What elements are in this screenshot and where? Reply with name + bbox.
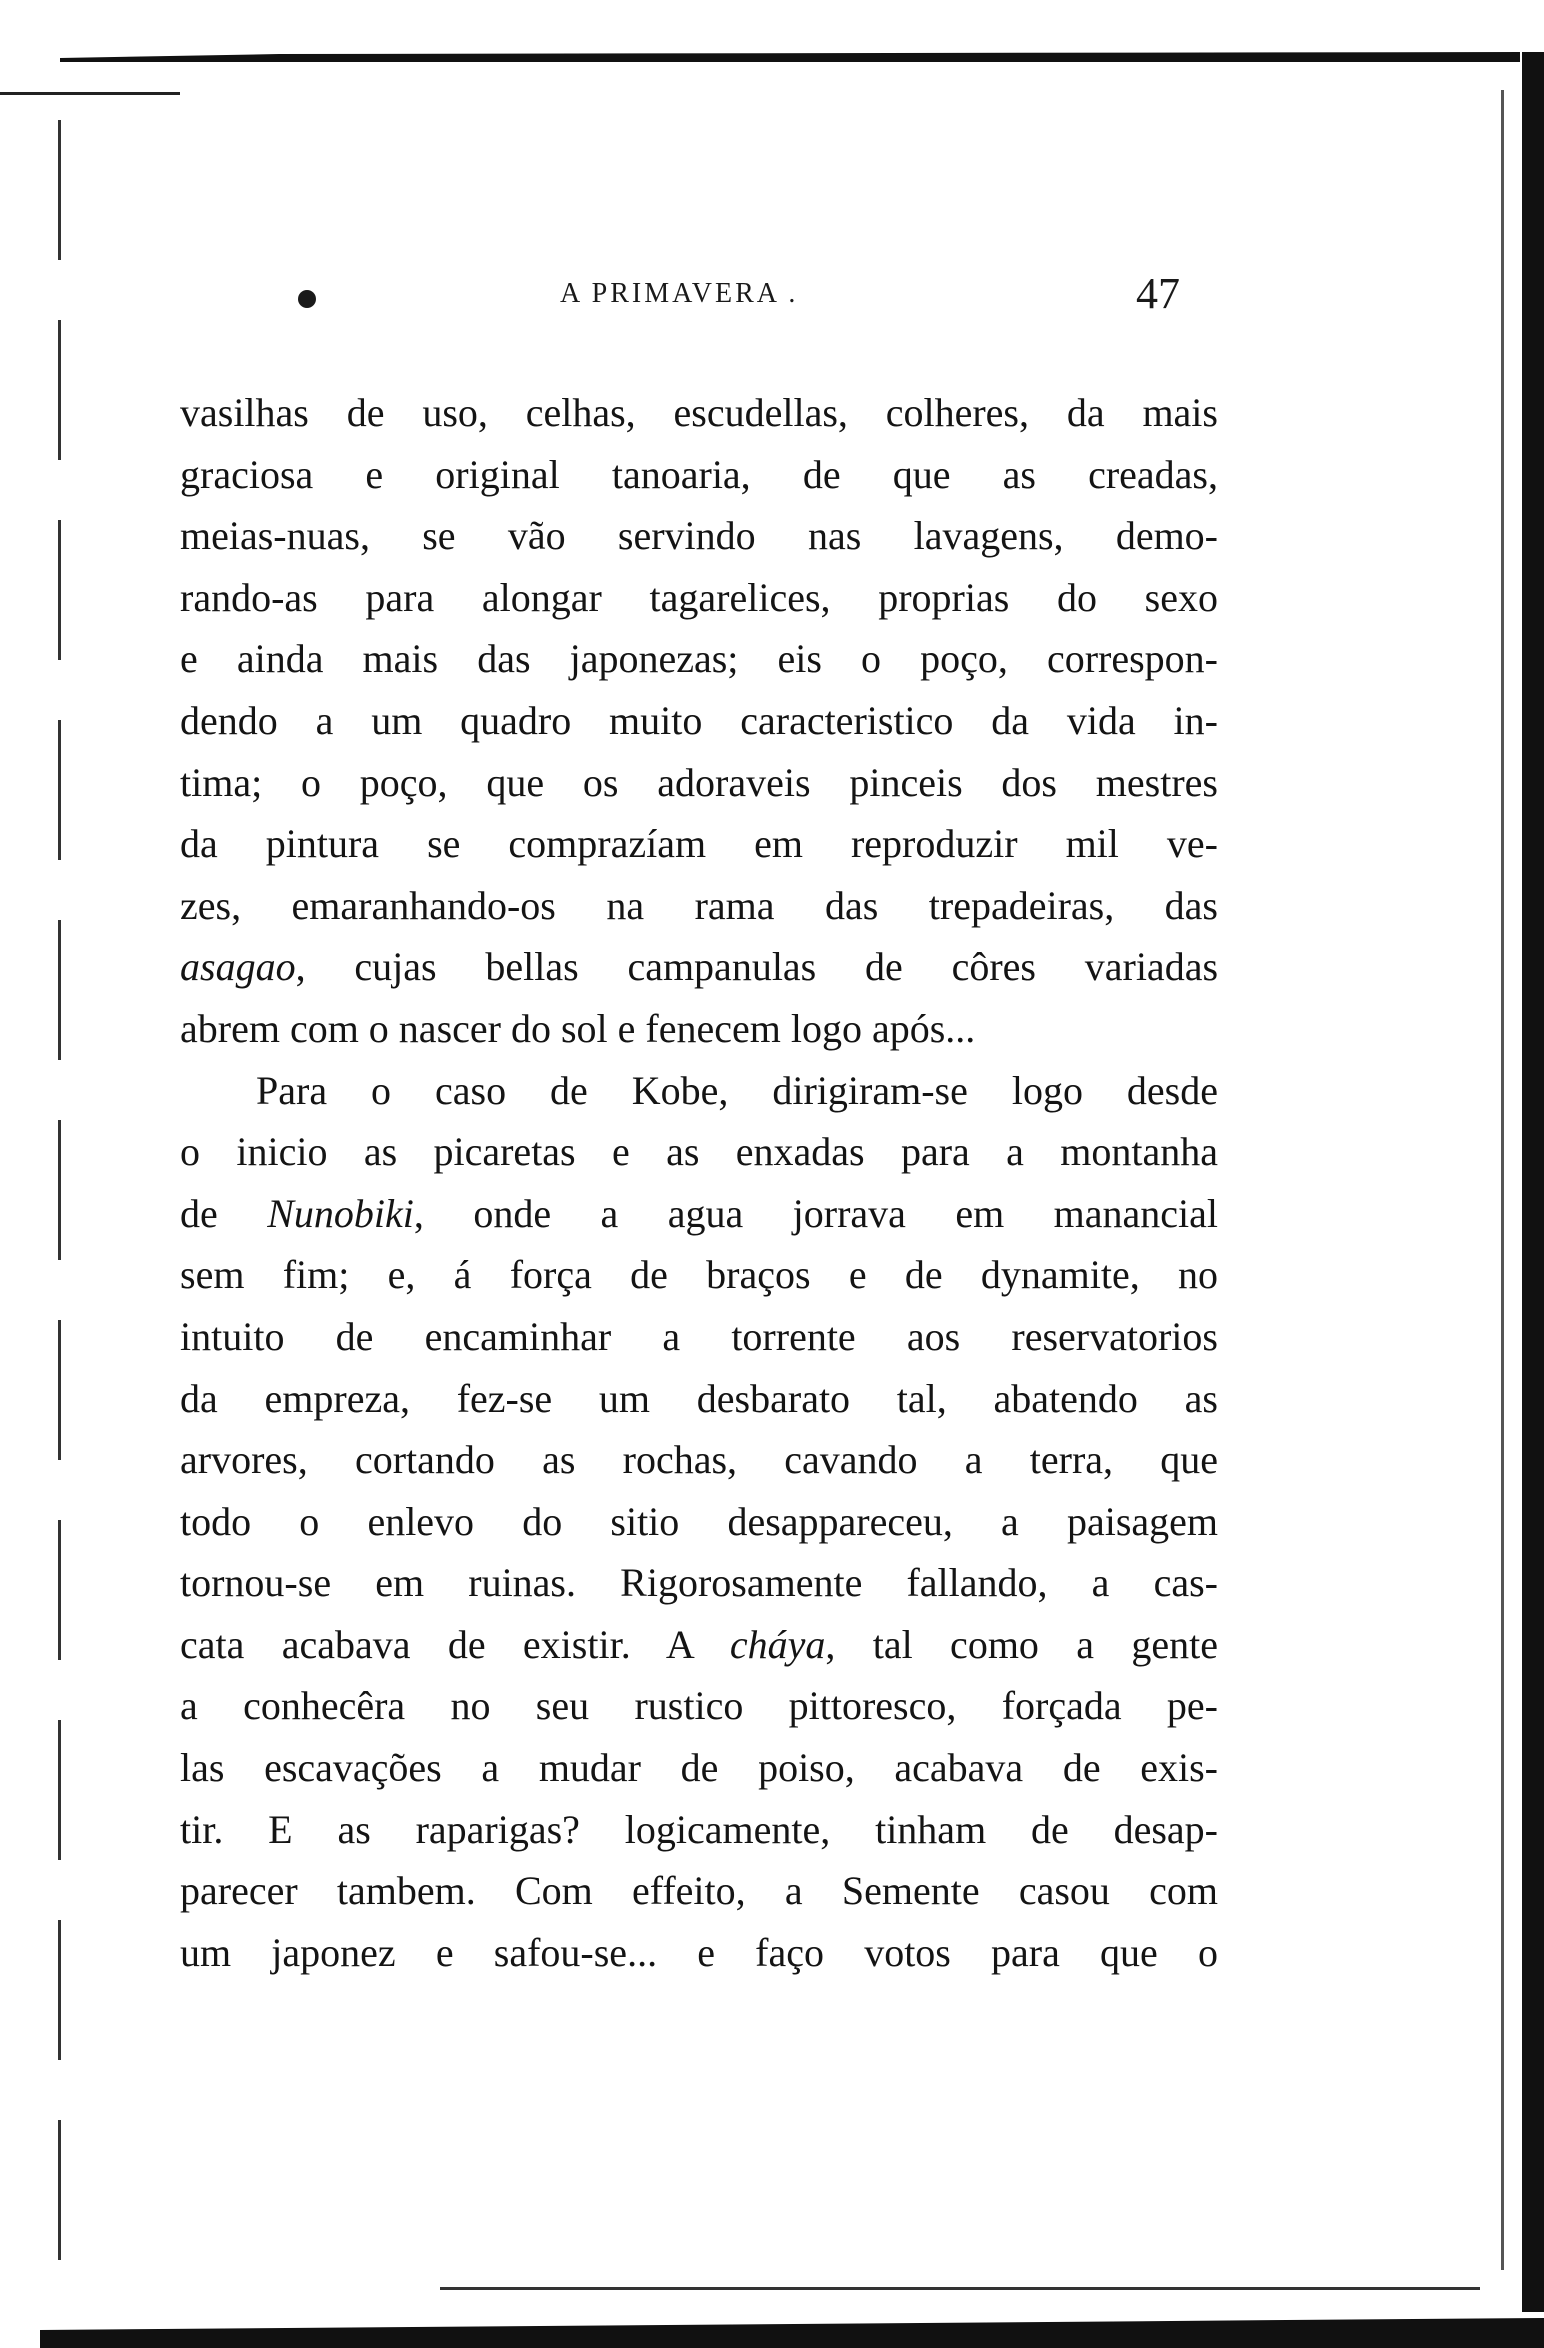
text-line: las escavações a mudar de poiso, acabava de exis- (180, 1745, 1218, 1791)
text-line (180, 1183, 1218, 1245)
page-frame-right (1522, 52, 1544, 2312)
text-line: rando-as para alongar tagarelices, proprias do sexo (180, 574, 1218, 620)
text-line: vasilhas de uso, celhas, escudellas, colheres, da mais (180, 390, 1218, 435)
text-line (180, 936, 1218, 998)
text-line: tornou-se em ruinas. Rigorosamente fallando, a cas- (180, 1560, 1218, 1606)
page-frame-top (60, 52, 1520, 62)
text-line (180, 1614, 1218, 1676)
text-line: abrem com o nascer do sol e fenecem logo após... (180, 1005, 976, 1051)
text-span: cata acabava de existir. A (180, 1621, 693, 1667)
text-line: um japonez e safou-se... e faço votos para que o (180, 1929, 1218, 1975)
page-frame-bottom-thin (440, 2287, 1480, 2290)
text-line: dendo a um quadro muito caracteristico da vida in- (180, 697, 1218, 743)
page-frame-right-thin (1501, 90, 1504, 2270)
ink-blot-mark (298, 290, 316, 308)
text-line: meias-nuas, se vão servindo nas lavagens, demo- (180, 513, 1218, 559)
italic-word-asagao: asagao (180, 944, 296, 990)
text-line: intuito de encaminhar a torrente aos reservatorios (180, 1313, 1218, 1359)
page-number: 47 (1136, 269, 1180, 318)
page-frame-top-thin (0, 92, 180, 95)
text-line: da empreza, fez-se um desbarato tal, abatendo as (180, 1375, 1218, 1421)
text-span: de (180, 1190, 218, 1236)
text-span: , cujas bellas (295, 944, 579, 990)
body-text (180, 382, 1218, 1983)
text-line: graciosa e original tanoaria, de que as creadas, (180, 451, 1218, 497)
text-line: e ainda mais das japonezas; eis o poço, correspon- (180, 636, 1218, 682)
text-line: parecer tambem. Com effeito, a Semente casou com (180, 1868, 1218, 1914)
text-line: arvores, cortando as rochas, cavando a terra, que (180, 1437, 1218, 1483)
text-line: Para o caso de Kobe, dirigiram-se logo desde (256, 1067, 1218, 1113)
text-line: tima; o poço, que os adoraveis pinceis dos mestres (180, 759, 1218, 805)
text-span: campanulas de côres variadas (627, 944, 1219, 990)
running-head: A PRIMAVERA . (560, 278, 799, 309)
text-line: tir. E as raparigas? logicamente, tinham de desap- (180, 1806, 1218, 1852)
text-line: o inicio as picaretas e as enxadas para a montanha (180, 1129, 1218, 1175)
italic-word-nunobiki: Nunobiki (267, 1190, 414, 1236)
text-line: sem fim; e, á força de braços e de dynamite, no (180, 1252, 1218, 1298)
text-line: da pintura se comprazíam em reproduzir mil ve- (180, 821, 1218, 867)
italic-word-chaya: cháya (729, 1621, 826, 1667)
text-span: , tal como a gente (825, 1621, 1218, 1667)
text-line: zes, emaranhando-os na rama das trepadeiras, das (180, 882, 1218, 928)
text-line: todo o enlevo do sitio desappareceu, a paisagem (180, 1498, 1218, 1544)
page-frame-bottom (40, 2318, 1544, 2348)
page-frame-left (58, 120, 61, 2270)
text-line: a conhecêra no seu rustico pittoresco, forçada pe- (180, 1683, 1218, 1729)
text-span: , onde a agua jorrava em manancial (413, 1190, 1218, 1236)
